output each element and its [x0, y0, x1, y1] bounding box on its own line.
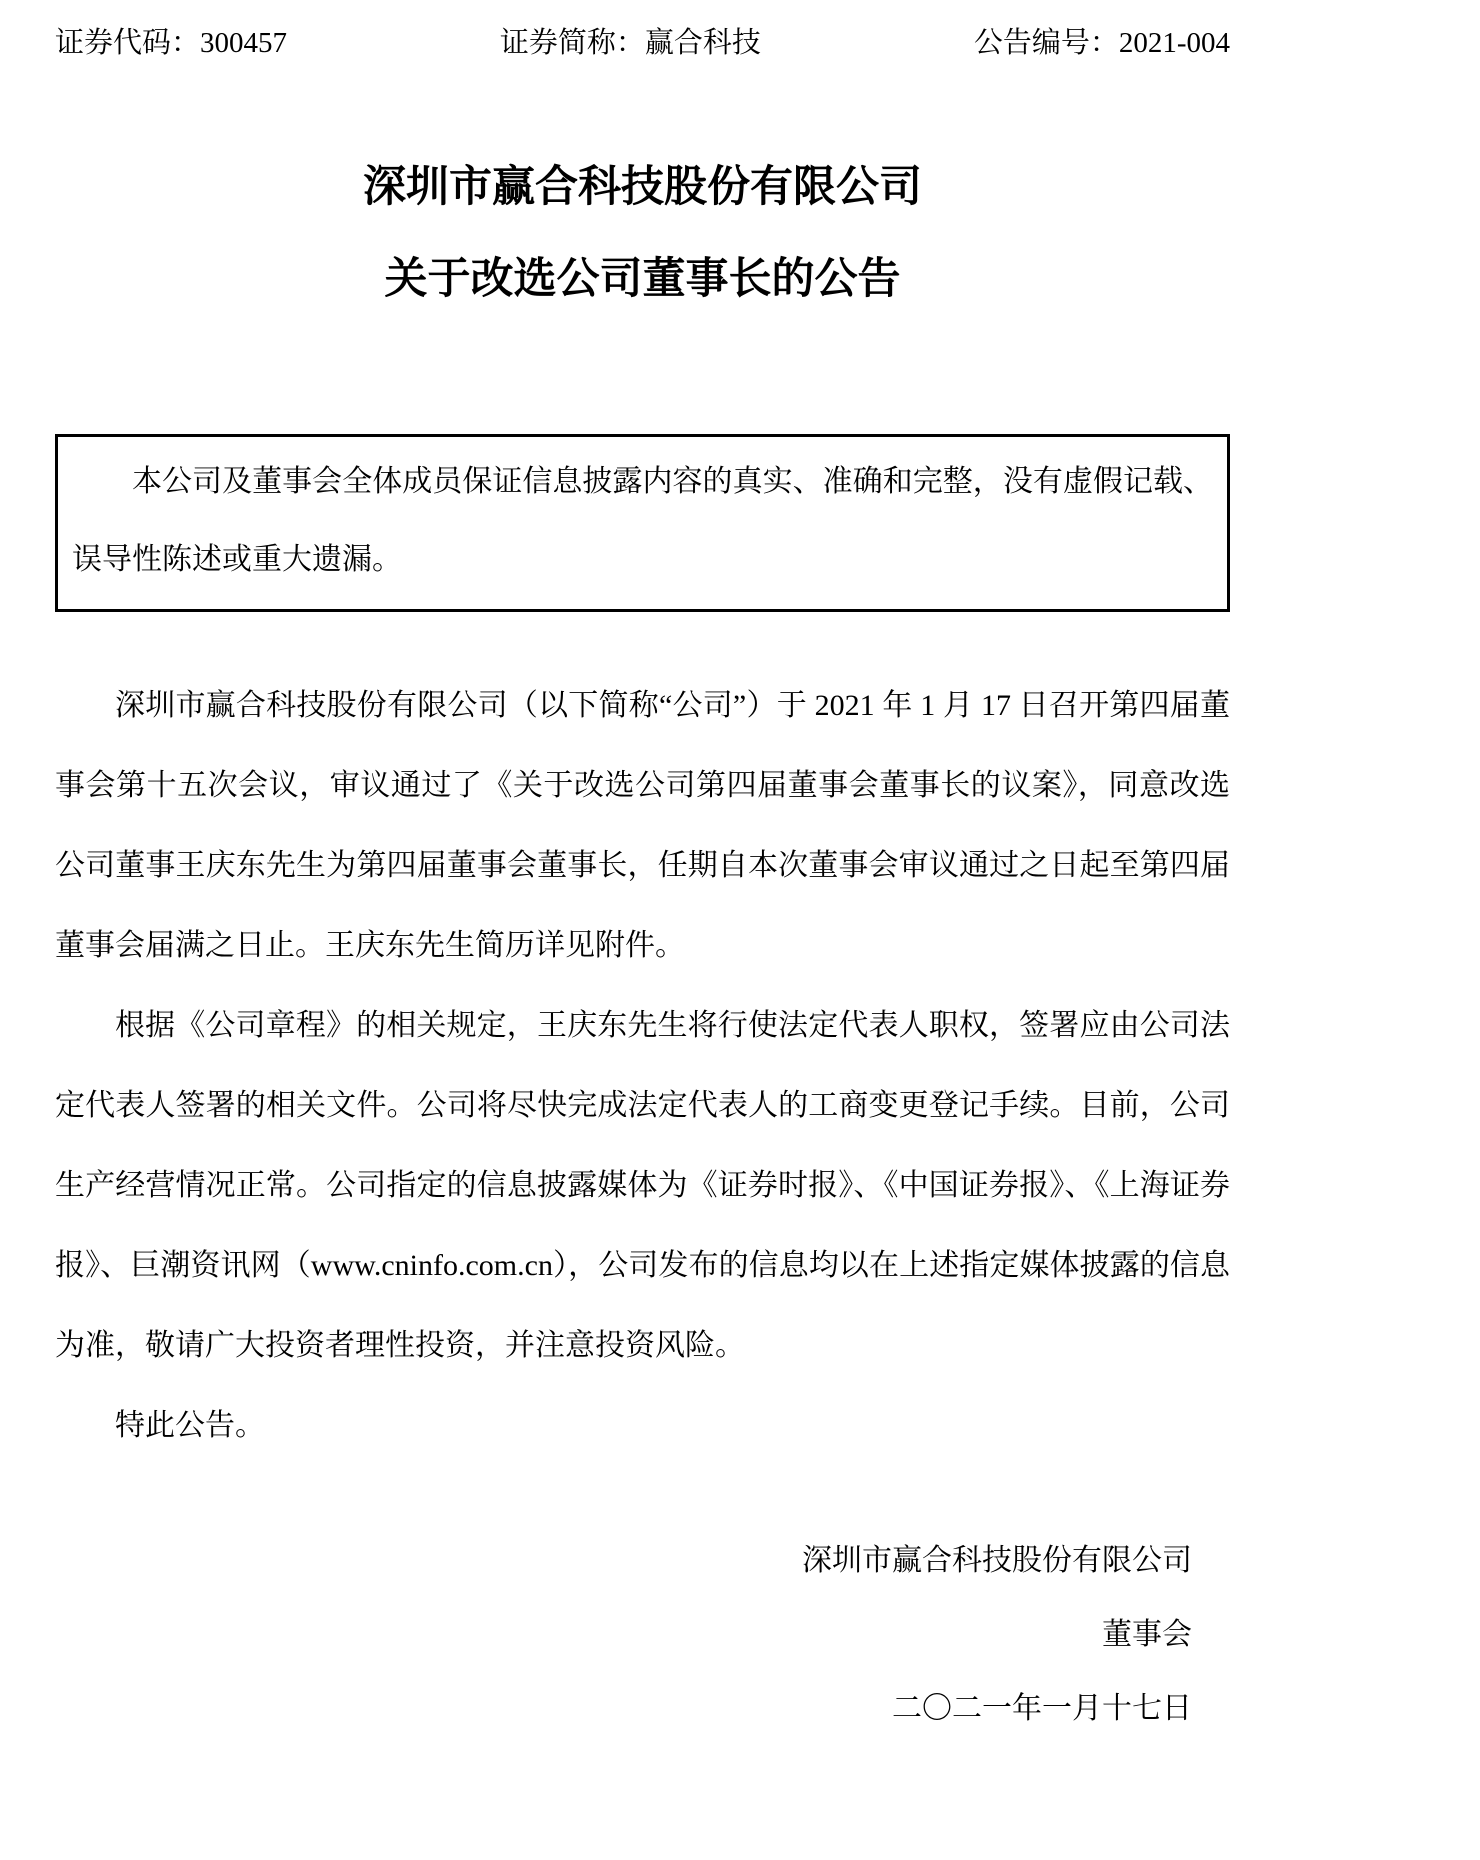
signature-date: 二〇二一年一月十七日 [892, 1692, 1192, 1725]
announcement-number-label: 公告编号：2021-004 [973, 27, 1230, 59]
document-body [55, 666, 1230, 1466]
document-title-line1: 深圳市赢合科技股份有限公司 [363, 164, 922, 211]
document-header-row [55, 22, 1230, 64]
body-paragraph-2: 根据《公司章程》的相关规定，王庆东先生将行使法定代表人职权，签署应由公司法定代表人签署的相关文件。公司将尽快完成法定代表人的工商变更登记手续。目前，公司生产经营情况正常。公司指定的信息披露媒体为《证券时报》、《中国证券报》、《上海证券报》、巨潮资讯网（www.cninfo.com.cn），公司发布的信息均以在上述指定媒体披露的信息为准，敬请广大投资者理性投资，并注意投资风险。 [55, 1009, 1230, 1362]
stock-code-label: 证券代码：300457 [55, 27, 288, 59]
signature-block [55, 1524, 1230, 1746]
signature-issuer: 董事会 [1102, 1618, 1192, 1651]
body-paragraph-3: 特此公告。 [115, 1409, 265, 1442]
body-paragraph-1: 深圳市赢合科技股份有限公司（以下简称“公司”）于 2021 年 1 月 17 日召开第四届董事会第十五次会议，审议通过了《关于改选公司第四届董事会董事长的议案》，同意改选公司董事王庆东先生为第四届董事会董事长，任期自本次董事会审议通过之日起至第四届董事会届满之日止。王庆东先生简历详见附件。 [55, 689, 1230, 962]
disclaimer-text: 本公司及董事会全体成员保证信息披露内容的真实、准确和完整，没有虚假记载、误导性陈述或重大遗漏。 [72, 465, 1213, 576]
stock-abbr-label: 证券简称：赢合科技 [499, 27, 761, 59]
disclaimer-box [55, 434, 1230, 612]
document-title [55, 142, 1230, 326]
signature-company: 深圳市赢合科技股份有限公司 [802, 1544, 1192, 1577]
document-title-line2: 关于改选公司董事长的公告 [384, 256, 901, 303]
